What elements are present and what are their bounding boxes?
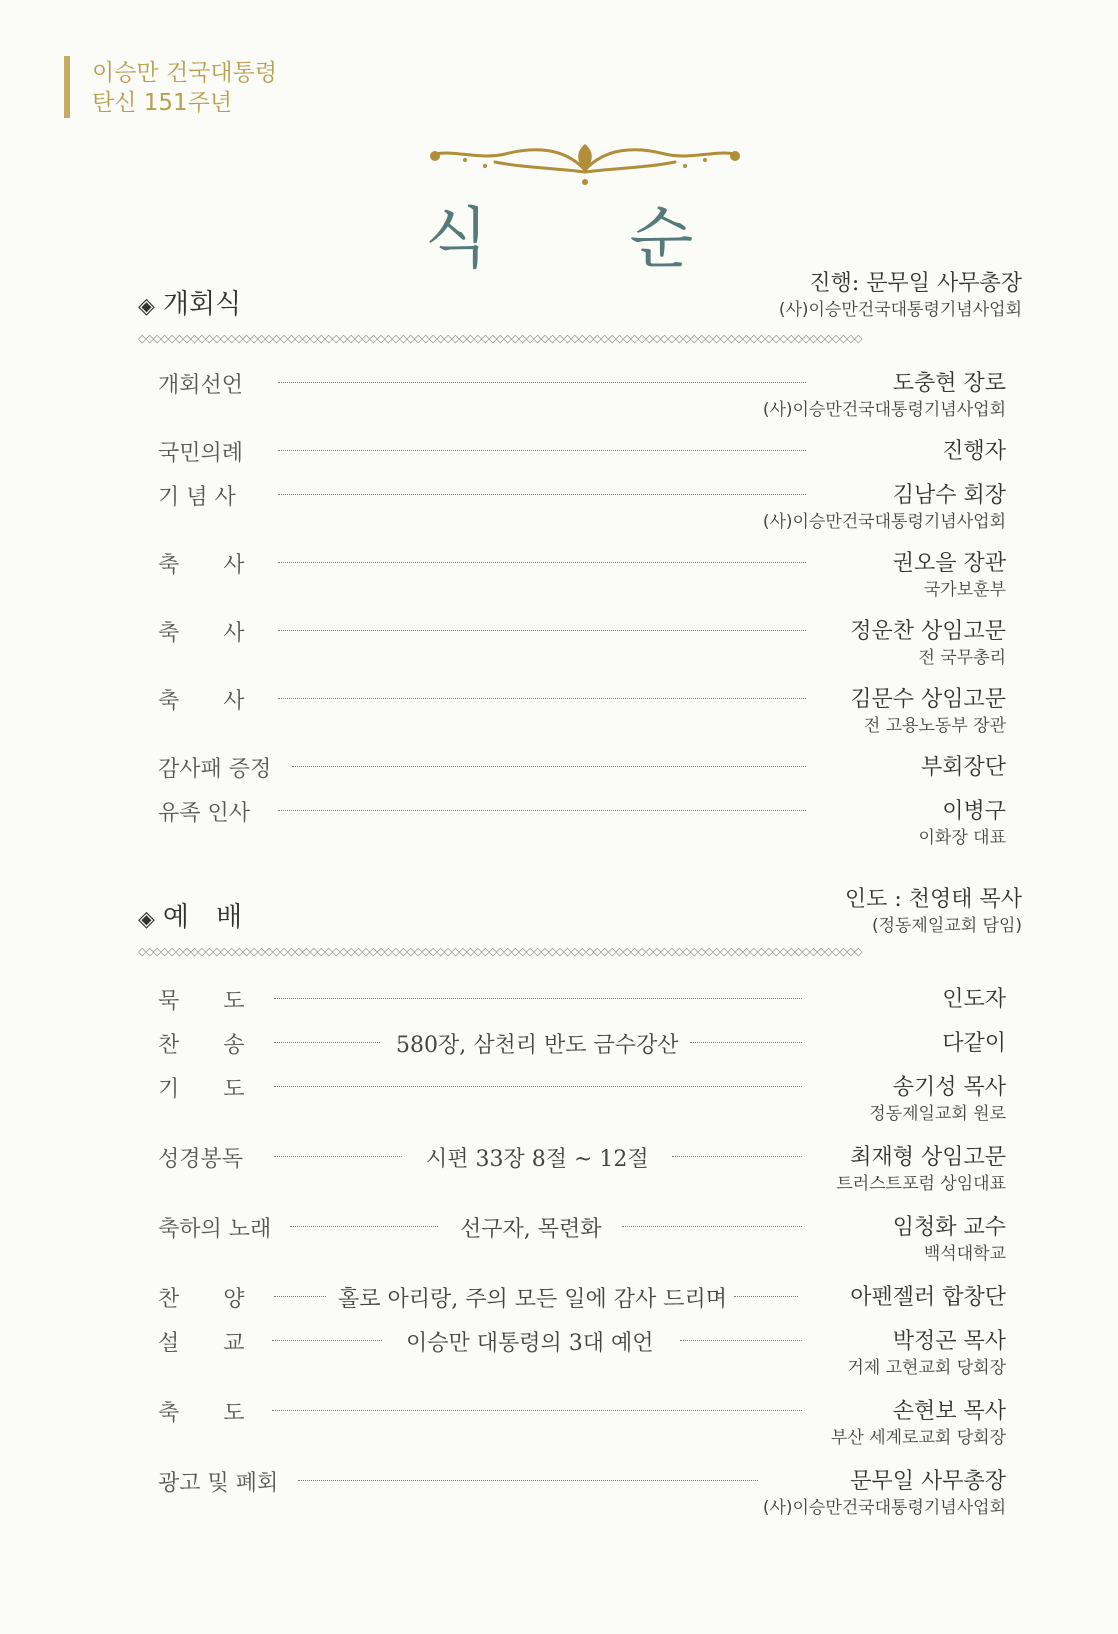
- dot-leader: [292, 766, 806, 767]
- program-row: [0, 1142, 1118, 1202]
- program-label: 찬 양: [158, 1287, 245, 1312]
- person-affiliation: 부산 세계로교회 당회장: [830, 1428, 1006, 1448]
- dot-leader: [278, 698, 806, 699]
- program-row: [0, 1212, 1118, 1272]
- program-row: [0, 684, 1118, 744]
- person-name: 손현보 목사: [892, 1399, 1006, 1424]
- program-row: [0, 480, 1118, 540]
- person-name: 다같이: [942, 1031, 1006, 1056]
- host-name: 진행: 문무일 사무총장: [809, 271, 1022, 296]
- program-label: 축하의 노래: [158, 1217, 272, 1242]
- dot-leader: [680, 1340, 802, 1341]
- person-affiliation: (사)이승만건국대통령기념사업회: [762, 400, 1006, 420]
- dot-leader: [298, 1480, 758, 1481]
- program-person: [763, 482, 1006, 534]
- program-label: 묵 도: [158, 989, 245, 1014]
- person-name: 인도자: [942, 987, 1006, 1012]
- program-label: 축 사: [158, 553, 245, 578]
- person-name: 문무일 사무총장: [850, 1469, 1006, 1494]
- program-detail: 선구자, 목련화: [460, 1217, 602, 1242]
- person-name: 아펜젤러 합창단: [850, 1285, 1006, 1310]
- program-label: 축 사: [158, 689, 245, 714]
- event-header: [92, 58, 277, 118]
- person-name: 최재형 상임고문: [850, 1145, 1006, 1170]
- section-heading-worship: [138, 895, 242, 934]
- dot-leader: [622, 1226, 802, 1227]
- program-label: 기 도: [158, 1077, 245, 1102]
- dot-leader: [274, 1086, 802, 1087]
- program-row: [0, 548, 1118, 608]
- program-person: [921, 754, 1006, 782]
- divider-pattern: ◇◇◇◇◇◇◇◇◇◇◇◇◇◇◇◇◇◇◇◇◇◇◇◇◇◇◇◇◇◇◇◇◇◇◇◇◇◇◇◇◇◇◇◇◇◇◇◇◇◇◇◇◇◇◇◇◇◇◇◇◇◇◇◇◇◇◇◇◇◇◇◇◇◇◇◇◇◇◇◇◇◇◇◇◇◇◇◇◇◇◇◇◇◇◇◇◇: [138, 946, 862, 958]
- section-title: 개회식: [162, 289, 242, 320]
- program-person: [850, 618, 1006, 670]
- person-name: 권오을 장관: [892, 551, 1006, 576]
- program-person: [942, 986, 1006, 1014]
- program-label: 찬 송: [158, 1033, 245, 1058]
- program-person: [869, 1074, 1006, 1126]
- person-affiliation: (사)이승만건국대통령기념사업회: [762, 1498, 1006, 1518]
- page-title: 식 순: [424, 200, 754, 277]
- program-label: 감사패 증정: [158, 757, 272, 782]
- person-name: 정운찬 상임고문: [850, 619, 1006, 644]
- program-label: 개회선언: [158, 373, 244, 398]
- person-name: 김남수 회장: [892, 483, 1006, 508]
- person-name: 부회장단: [920, 755, 1006, 780]
- dot-leader: [734, 1296, 798, 1297]
- dot-leader: [278, 562, 806, 563]
- event-header-line1: 이승만 건국대통령: [92, 60, 278, 86]
- section-lead-opening: [779, 270, 1022, 322]
- dot-leader: [278, 810, 806, 811]
- person-name: 진행자: [942, 439, 1006, 464]
- program-person: [847, 1328, 1006, 1380]
- dot-leader: [272, 1410, 802, 1411]
- program-detail: 홀로 아리랑, 주의 모든 일에 감사 드리며: [338, 1287, 727, 1312]
- program-person: [836, 1144, 1006, 1196]
- program-person: [850, 686, 1006, 738]
- leader-name: 인도 : 천영태 목사: [844, 887, 1022, 912]
- program-person: [893, 1214, 1006, 1266]
- person-affiliation: (사)이승만건국대통령기념사업회: [762, 512, 1006, 532]
- program-label: 국민의례: [158, 441, 244, 466]
- person-name: 김문수 상임고문: [850, 687, 1006, 712]
- dot-leader: [290, 1226, 438, 1227]
- leader-affiliation: (정동제일교회 담임): [871, 916, 1022, 936]
- program-person: [942, 1030, 1006, 1058]
- program-row: [0, 1396, 1118, 1456]
- dot-leader: [272, 1340, 382, 1341]
- person-affiliation: 거제 고현교회 당회장: [847, 1358, 1006, 1378]
- diamond-bullet-icon: ◈: [138, 907, 155, 932]
- person-affiliation: 트러스트포럼 상임대표: [836, 1174, 1006, 1194]
- person-name: 임청화 교수: [892, 1215, 1006, 1240]
- host-affiliation: (사)이승만건국대통령기념사업회: [778, 300, 1022, 320]
- divider-pattern: ◇◇◇◇◇◇◇◇◇◇◇◇◇◇◇◇◇◇◇◇◇◇◇◇◇◇◇◇◇◇◇◇◇◇◇◇◇◇◇◇◇◇◇◇◇◇◇◇◇◇◇◇◇◇◇◇◇◇◇◇◇◇◇◇◇◇◇◇◇◇◇◇◇◇◇◇◇◇◇◇◇◇◇◇◇◇◇◇◇◇◇◇◇◇◇◇◇: [138, 333, 862, 345]
- person-affiliation: 전 국무총리: [918, 648, 1006, 668]
- person-affiliation: 국가보훈부: [923, 580, 1006, 600]
- person-affiliation: 이화장 대표: [918, 828, 1006, 848]
- program-person: [763, 370, 1006, 422]
- program-row: [0, 1466, 1118, 1526]
- program-label: 광고 및 폐회: [158, 1471, 279, 1496]
- program-detail: 이승만 대통령의 3대 예언: [406, 1331, 654, 1356]
- program-person: [942, 438, 1006, 466]
- dot-leader: [274, 1296, 326, 1297]
- program-row: [0, 368, 1118, 428]
- dot-leader: [278, 382, 806, 383]
- program-person: [918, 798, 1006, 850]
- header-accent-bar: [64, 56, 70, 118]
- program-detail: 시편 33장 8절 ~ 12절: [426, 1147, 649, 1172]
- dot-leader: [690, 1042, 802, 1043]
- program-label: 기 념 사: [158, 485, 236, 510]
- dot-leader: [278, 494, 806, 495]
- dot-leader: [278, 630, 806, 631]
- dot-leader: [274, 998, 802, 999]
- program-person: [893, 550, 1006, 602]
- person-name: 이병구: [942, 799, 1006, 824]
- diamond-bullet-icon: ◈: [138, 294, 155, 319]
- person-name: 박정곤 목사: [892, 1329, 1006, 1354]
- dot-leader: [672, 1156, 802, 1157]
- program-person: [850, 1284, 1006, 1312]
- program-person: [831, 1398, 1006, 1450]
- person-name: 도충현 장로: [892, 371, 1006, 396]
- program-label: 유족 인사: [158, 801, 251, 826]
- program-row: [0, 616, 1118, 676]
- program-row: [0, 796, 1118, 856]
- dot-leader: [274, 1042, 380, 1043]
- section-lead-worship: [845, 886, 1022, 938]
- dot-leader: [278, 450, 806, 451]
- program-person: [763, 1468, 1006, 1520]
- program-label: 성경봉독: [158, 1147, 244, 1172]
- person-name: 송기성 목사: [892, 1075, 1006, 1100]
- event-header-line2: 탄신 151주년: [92, 90, 233, 116]
- program-row: [0, 1326, 1118, 1386]
- program-label: 설 교: [158, 1331, 245, 1356]
- person-affiliation: 전 고용노동부 장관: [863, 716, 1006, 736]
- person-affiliation: 백석대학교: [923, 1244, 1006, 1264]
- program-label: 축 사: [158, 621, 245, 646]
- program-row: [0, 1072, 1118, 1132]
- program-label: 축 도: [158, 1401, 245, 1426]
- program-detail: 580장, 삼천리 반도 금수강산: [396, 1033, 679, 1058]
- section-title: 예 배: [162, 902, 243, 933]
- dot-leader: [274, 1156, 402, 1157]
- person-affiliation: 정동제일교회 원로: [869, 1104, 1006, 1124]
- section-heading-opening: [138, 282, 241, 321]
